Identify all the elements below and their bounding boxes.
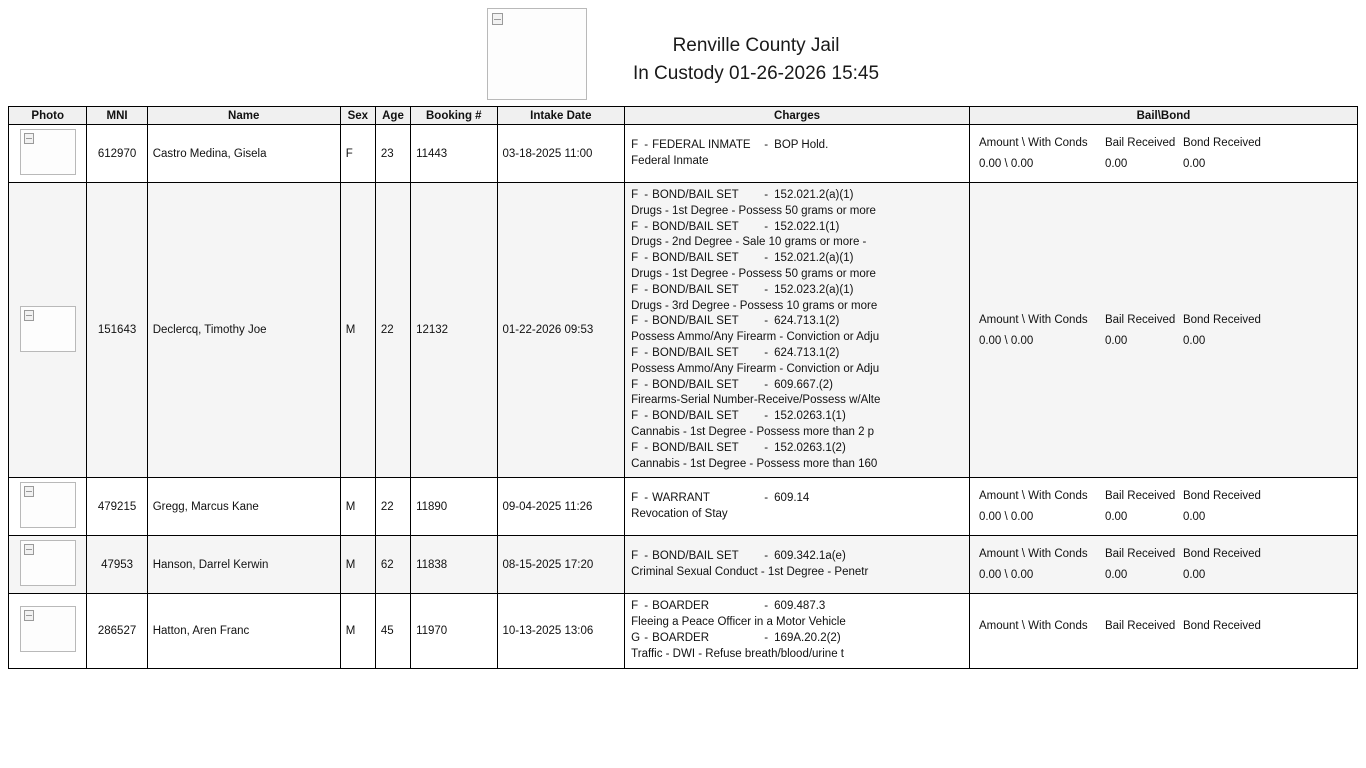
bail-amount-value: 0.00 \ 0.00 — [978, 511, 1034, 524]
bail-amount-label: Amount \ With Conds — [978, 548, 1088, 561]
charge-separator: - — [644, 441, 649, 454]
inmate-intake-date: 03-18-2025 11:00 — [497, 125, 625, 183]
charge-class: G — [631, 631, 641, 644]
page-subtitle: In Custody 01-26-2026 15:45 — [632, 63, 880, 84]
column-header-charges: Charges — [625, 107, 970, 125]
charge-statute: 152.022.1(1) — [774, 220, 840, 233]
charge-line — [631, 441, 965, 457]
column-header-intake-date: Intake Date — [497, 107, 625, 125]
inmate-photo-image — [20, 482, 76, 528]
inmate-age: 45 — [375, 594, 410, 668]
charge-class: F — [631, 441, 639, 454]
bail-received-label: Bail Received — [1104, 137, 1176, 149]
charge-description: Firearms-Serial Number-Receive/Possess w/Alte — [631, 394, 881, 407]
bail-amount-label: Amount \ With Conds — [978, 137, 1088, 149]
charge-type: BOND/BAIL SET — [652, 378, 739, 391]
charge-type: BOND/BAIL SET — [652, 220, 739, 233]
charge-description: Federal Inmate — [631, 154, 709, 167]
report-header — [0, 0, 1366, 106]
inmate-photo-image — [20, 540, 76, 586]
broken-image-icon — [24, 133, 34, 144]
charge-separator: - — [644, 600, 649, 613]
charge-separator: - — [764, 315, 769, 328]
charge-class: F — [631, 315, 639, 328]
inmate-bail-bond-cell — [969, 478, 1357, 536]
bond-received-value: 0.00 — [1182, 569, 1206, 582]
charge-separator: - — [644, 378, 649, 391]
charge-statute: BOP Hold. — [774, 138, 829, 151]
charge-statute: 609.487.3 — [774, 600, 826, 613]
bail-received-value: 0.00 — [1104, 334, 1128, 347]
column-header-name: Name — [147, 107, 340, 125]
inmate-charges-cell — [625, 536, 970, 594]
inmate-booking-number: 11443 — [411, 125, 497, 183]
table-row — [9, 478, 1358, 536]
column-header-sex: Sex — [340, 107, 375, 125]
charge-class: F — [631, 138, 639, 151]
inmate-photo-cell — [9, 536, 87, 594]
inmate-bail-bond-cell — [969, 125, 1357, 183]
inmate-intake-date: 08-15-2025 17:20 — [497, 536, 625, 594]
bail-received-value: 0.00 — [1104, 511, 1128, 524]
bond-received-label: Bond Received — [1182, 620, 1261, 633]
inmate-intake-date: 10-13-2025 13:06 — [497, 594, 625, 668]
charge-line — [631, 409, 965, 425]
inmate-age: 22 — [375, 183, 410, 478]
inmate-mni: 286527 — [87, 594, 147, 668]
bail-amount-value: 0.00 \ 0.00 — [978, 334, 1034, 347]
charge-separator: - — [764, 189, 769, 201]
inmate-age: 22 — [375, 478, 410, 536]
charge-statute: 624.713.1(2) — [774, 346, 840, 359]
inmate-name: Declercq, Timothy Joe — [147, 183, 340, 478]
charge-class: F — [631, 492, 639, 505]
inmate-charges-cell — [625, 183, 970, 478]
charge-class: F — [631, 550, 639, 563]
charge-statute: 152.0263.1(1) — [774, 410, 846, 423]
charge-description: Possess Ammo/Any Firearm - Conviction or Adju — [631, 331, 880, 344]
charge-type: BOND/BAIL SET — [652, 441, 739, 454]
charge-separator: - — [644, 550, 649, 563]
bond-received-value: 0.00 — [1182, 158, 1206, 170]
column-header-mni: MNI — [87, 107, 147, 125]
inmate-booking-number: 11970 — [411, 594, 497, 668]
inmate-age: 23 — [375, 125, 410, 183]
charge-type: BOARDER — [652, 600, 710, 613]
inmate-photo-cell — [9, 183, 87, 478]
bail-amount-label: Amount \ With Conds — [978, 490, 1088, 503]
inmate-booking-number: 12132 — [411, 183, 497, 478]
charge-separator: - — [764, 346, 769, 359]
column-header-booking: Booking # — [411, 107, 497, 125]
charge-separator: - — [764, 283, 769, 296]
charge-separator: - — [764, 220, 769, 233]
charge-description: Traffic - DWI - Refuse breath/blood/urine t — [631, 647, 844, 660]
broken-image-icon — [24, 610, 34, 621]
charge-statute: 152.021.2(a)(1) — [774, 252, 854, 265]
inmate-charges-cell — [625, 478, 970, 536]
table-row — [9, 125, 1358, 183]
charge-class: F — [631, 346, 639, 359]
charge-statute: 609.14 — [774, 492, 810, 505]
inmate-photo-cell — [9, 478, 87, 536]
inmate-bail-bond-cell — [969, 594, 1357, 668]
charge-type: WARRANT — [652, 492, 710, 505]
charge-statute: 152.023.2(a)(1) — [774, 283, 854, 296]
charge-line — [631, 220, 965, 236]
in-custody-roster-table — [8, 106, 1358, 669]
charge-separator: - — [644, 138, 649, 151]
charge-line — [631, 378, 965, 394]
bond-received-label: Bond Received — [1182, 490, 1261, 503]
inmate-intake-date: 01-22-2026 09:53 — [497, 183, 625, 478]
broken-image-icon — [24, 544, 34, 555]
inmate-charges-cell — [625, 125, 970, 183]
inmate-mni: 151643 — [87, 183, 147, 478]
broken-image-icon — [492, 13, 503, 25]
inmate-name: Hatton, Aren Franc — [147, 594, 340, 668]
charge-class: F — [631, 600, 639, 613]
charge-description: Cannabis - 1st Degree - Possess more than 2 p — [631, 425, 875, 438]
charge-line — [631, 283, 965, 299]
inmate-bail-bond-cell — [969, 536, 1357, 594]
bail-received-value: 0.00 — [1104, 158, 1128, 170]
charge-separator: - — [644, 315, 649, 328]
inmate-bail-bond-cell — [969, 183, 1357, 478]
charge-type: BOND/BAIL SET — [652, 410, 739, 423]
charge-description: Fleeing a Peace Officer in a Motor Vehicle — [631, 616, 846, 629]
charge-line — [631, 346, 965, 362]
charge-description: Criminal Sexual Conduct - 1st Degree - Penetr — [631, 565, 869, 578]
bail-amount-value: 0.00 \ 0.00 — [978, 158, 1034, 170]
charge-separator: - — [764, 252, 769, 265]
charge-separator: - — [644, 631, 649, 644]
inmate-age: 62 — [375, 536, 410, 594]
charge-class: F — [631, 189, 639, 201]
charge-line — [631, 549, 965, 565]
inmate-photo-image — [20, 606, 76, 652]
inmate-mni: 479215 — [87, 478, 147, 536]
charge-type: FEDERAL INMATE — [652, 138, 751, 151]
bail-received-label: Bail Received — [1104, 313, 1176, 326]
charge-description: Revocation of Stay — [631, 507, 728, 520]
charge-statute: 609.667.(2) — [774, 378, 833, 391]
charge-line — [631, 491, 965, 507]
broken-image-icon — [24, 486, 34, 497]
bail-received-label: Bail Received — [1104, 490, 1176, 503]
broken-image-icon — [24, 310, 34, 321]
charge-statute: 624.713.1(2) — [774, 315, 840, 328]
inmate-mni: 47953 — [87, 536, 147, 594]
bond-received-value: 0.00 — [1182, 334, 1206, 347]
inmate-name: Gregg, Marcus Kane — [147, 478, 340, 536]
charge-type: BOND/BAIL SET — [652, 315, 739, 328]
inmate-sex: M — [340, 478, 375, 536]
bond-received-value: 0.00 — [1182, 511, 1206, 524]
inmate-sex: M — [340, 594, 375, 668]
charge-statute: 152.0263.1(2) — [774, 441, 846, 454]
charge-separator: - — [764, 550, 769, 563]
charge-type: BOND/BAIL SET — [652, 252, 739, 265]
charge-line — [631, 314, 965, 330]
report-title-block — [633, 8, 879, 88]
charge-line — [631, 138, 965, 154]
inmate-photo-image — [20, 129, 76, 175]
charge-separator: - — [644, 283, 649, 296]
charge-separator: - — [764, 631, 769, 644]
charge-type: BOND/BAIL SET — [652, 189, 739, 201]
table-row — [9, 594, 1358, 668]
column-header-bail-bond: Bail\Bond — [969, 107, 1357, 125]
inmate-mni: 612970 — [87, 125, 147, 183]
charge-line — [631, 188, 965, 204]
inmate-booking-number: 11890 — [411, 478, 497, 536]
page-title: Renville County Jail — [672, 35, 840, 56]
inmate-name: Castro Medina, Gisela — [147, 125, 340, 183]
charge-separator: - — [764, 138, 769, 151]
charge-class: F — [631, 410, 639, 423]
bail-amount-label: Amount \ With Conds — [978, 620, 1088, 633]
charge-class: F — [631, 220, 639, 233]
bail-received-value: 0.00 — [1104, 569, 1128, 582]
charge-separator: - — [764, 600, 769, 613]
charge-statute: 169A.20.2(2) — [774, 631, 841, 644]
inmate-sex: M — [340, 536, 375, 594]
inmate-name: Hanson, Darrel Kerwin — [147, 536, 340, 594]
charge-separator: - — [644, 189, 649, 201]
inmate-charges-cell — [625, 594, 970, 668]
bond-received-label: Bond Received — [1182, 548, 1261, 561]
charge-separator: - — [644, 252, 649, 265]
bail-amount-label: Amount \ With Conds — [978, 313, 1088, 326]
charge-description: Drugs - 1st Degree - Possess 50 grams or more — [631, 267, 876, 280]
charge-separator: - — [764, 410, 769, 423]
column-header-photo: Photo — [9, 107, 87, 125]
charge-class: F — [631, 283, 639, 296]
agency-logo-image — [487, 8, 587, 100]
table-header-row — [9, 107, 1358, 125]
bail-received-label: Bail Received — [1104, 620, 1176, 633]
charge-statute: 152.021.2(a)(1) — [774, 189, 854, 201]
charge-description: Drugs - 3rd Degree - Possess 10 grams or more — [631, 299, 878, 312]
charge-separator: - — [644, 346, 649, 359]
charge-type: BOARDER — [652, 631, 710, 644]
charge-separator: - — [764, 378, 769, 391]
charge-line — [631, 631, 965, 647]
charge-separator: - — [764, 492, 769, 505]
column-header-age: Age — [375, 107, 410, 125]
inmate-photo-cell — [9, 125, 87, 183]
inmate-photo-cell — [9, 594, 87, 668]
charge-line — [631, 251, 965, 267]
charge-type: BOND/BAIL SET — [652, 283, 739, 296]
charge-separator: - — [644, 410, 649, 423]
bail-received-label: Bail Received — [1104, 548, 1176, 561]
charge-separator: - — [644, 220, 649, 233]
charge-statute: 609.342.1a(e) — [774, 550, 846, 563]
table-row — [9, 536, 1358, 594]
inmate-booking-number: 11838 — [411, 536, 497, 594]
charge-type: BOND/BAIL SET — [652, 346, 739, 359]
charge-class: F — [631, 252, 639, 265]
charge-separator: - — [764, 441, 769, 454]
charge-description: Cannabis - 1st Degree - Possess more than 160 — [631, 457, 878, 470]
inmate-photo-image — [20, 306, 76, 352]
bond-received-label: Bond Received — [1182, 137, 1261, 149]
charge-type: BOND/BAIL SET — [652, 550, 739, 563]
charge-description: Possess Ammo/Any Firearm - Conviction or Adju — [631, 362, 880, 375]
table-row — [9, 183, 1358, 478]
bail-amount-value: 0.00 \ 0.00 — [978, 569, 1034, 582]
charge-description: Drugs - 1st Degree - Possess 50 grams or more — [631, 204, 876, 217]
charge-class: F — [631, 378, 639, 391]
charge-description: Drugs - 2nd Degree - Sale 10 grams or more - — [631, 236, 867, 249]
inmate-intake-date: 09-04-2025 11:26 — [497, 478, 625, 536]
inmate-sex: F — [340, 125, 375, 183]
bond-received-label: Bond Received — [1182, 313, 1261, 326]
inmate-sex: M — [340, 183, 375, 478]
charge-separator: - — [644, 492, 649, 505]
charge-line — [631, 599, 965, 615]
